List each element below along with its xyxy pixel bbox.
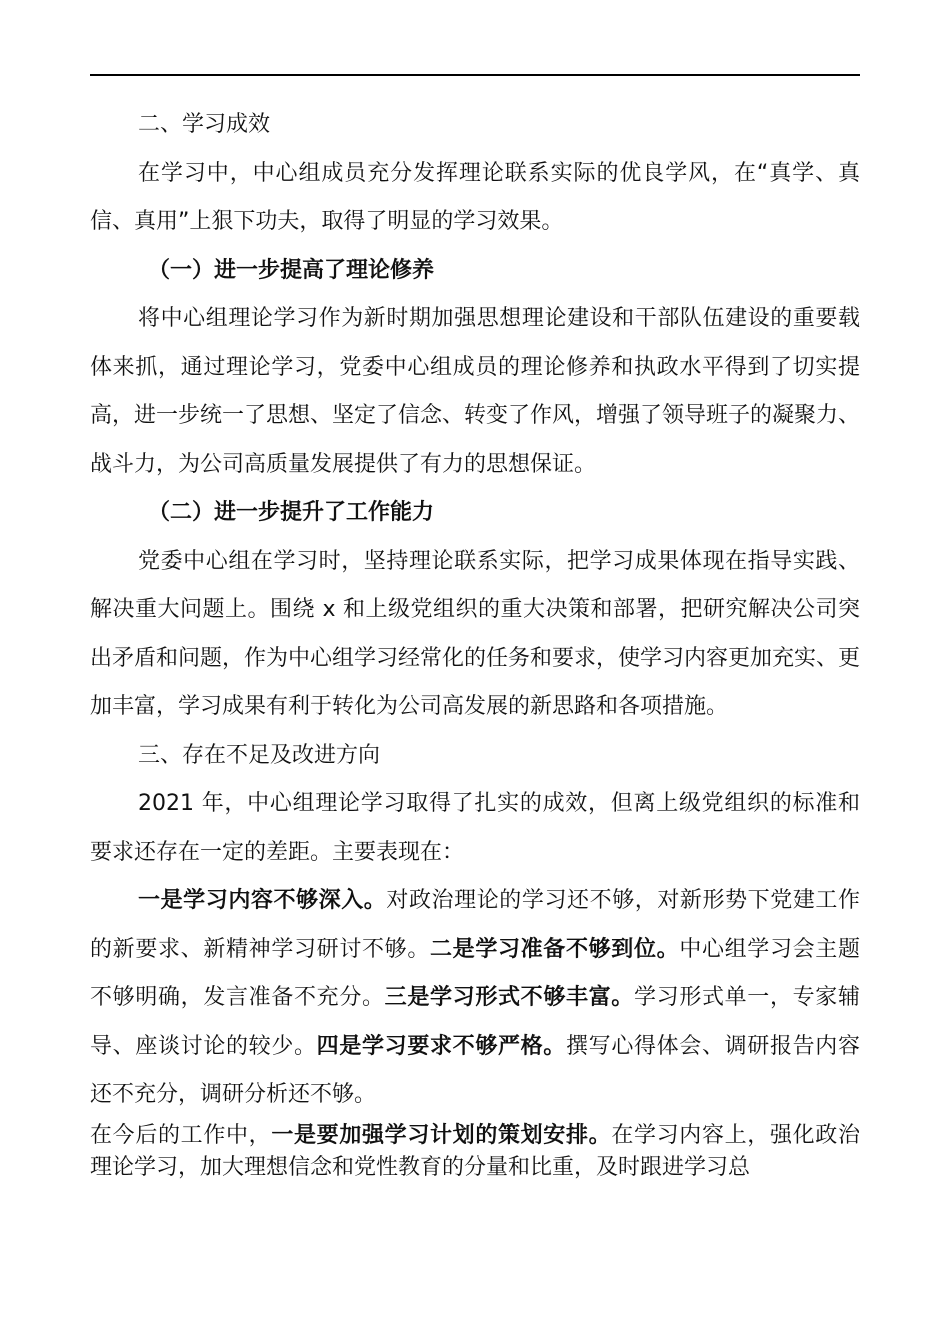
section2-heading: 二、学习成效 <box>138 112 271 137</box>
improve-paragraph <box>90 1120 860 1184</box>
document-body <box>90 101 860 1184</box>
problem-1-text: 对政治理论的学习还不够，对新形势下党建工作的新要求、新精神学习研讨不够。 <box>90 888 860 962</box>
header-rule <box>90 74 860 76</box>
section3-heading: 三、存在不足及改进方向 <box>138 742 381 768</box>
sub2-heading: （二）进一步提升了工作能力 <box>148 500 435 525</box>
section2-intro: 在学习中，中心组成员充分发挥理论联系实际的优良学风，在“真学、真信、真用”上狠下功夫，取得了明显的学习效果。 <box>90 160 860 234</box>
problem-4-text: 撰写心得体会、调研报告内容还不充分，调研分析还不够。 <box>90 1033 860 1107</box>
problem-1-lead: 一是学习内容不够深入。 <box>138 888 387 913</box>
sub1-body: 将中心组理论学习作为新时期加强思想理论建设和干部队伍建设的重要载体来抓，通过理论学习，党委中心组成员的理论修养和执政水平得到了切实提高，进一步统一了思想、坚定了信念、转变了作风，增强了领导班子的凝聚力、战斗力，为公司高质量发展提供了有力的思想保证。 <box>90 306 861 477</box>
improve-lead: 一是要加强学习计划的策划安排。 <box>271 1122 612 1148</box>
problem-2-lead: 二是学习准备不够到位。 <box>429 936 680 962</box>
section3-intro: 2021 年，中心组理论学习取得了扎实的成效，但离上级党组织的标准和要求还存在一定的差距。主要表现在： <box>90 791 860 865</box>
sub2-body: 党委中心组在学习时，坚持理论联系实际，把学习成果体现在指导实践、解决重大问题上。围绕 x 和上级党组织的重大决策和部署，把研究解决公司突出矛盾和问题，作为中心组学习经常化的任务和要求，使学习内容更加充实、更加丰富，学习成果有利于转化为公司高发展的新思路和各项措施。 <box>90 548 861 719</box>
sub1-heading: （一）进一步提高了理论修养 <box>148 257 435 283</box>
problem-3-lead: 三是学习形式不够丰富。 <box>384 985 634 1010</box>
problems-paragraph <box>90 877 860 1120</box>
problem-3-text: 学习形式单一，专家辅导、座谈讨论的较少。 <box>90 985 860 1059</box>
improve-text: 在学习内容上，强化政治理论学习，加大理想信念和党性教育的分量和比重，及时跟进学习总 <box>90 1122 860 1180</box>
problem-2-text: 中心组学习会主题不够明确，发言准备不充分。 <box>90 936 860 1010</box>
improve-prefix: 在今后的工作中， <box>90 1122 272 1148</box>
problem-4-lead: 四是学习要求不够严格。 <box>316 1033 566 1059</box>
